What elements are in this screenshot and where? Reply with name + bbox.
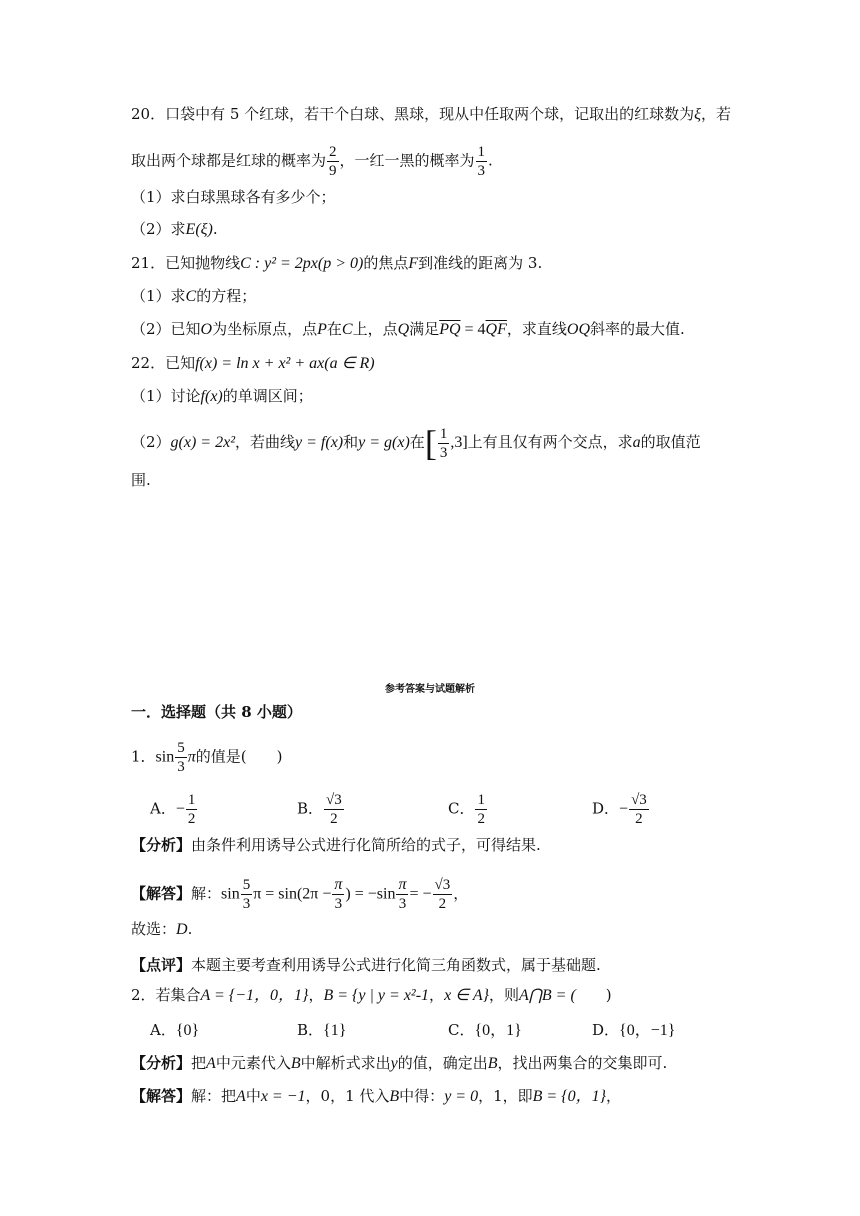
frac-num: 1 — [187, 792, 196, 808]
section-heading-text: 一．选择题（共 8 小题） — [131, 703, 302, 721]
frac-den: 3 — [177, 759, 185, 775]
point-Q: Q — [397, 321, 410, 338]
analysis-text3: 中解析式求出 — [300, 1054, 391, 1072]
fraction-5-3 — [241, 877, 253, 912]
frac-den: 9 — [329, 163, 337, 179]
point-O: O — [200, 321, 213, 338]
q21-part2-text3: 在 — [326, 320, 342, 338]
q21-part2-text: （2）已知 — [131, 320, 201, 338]
q22-part1-text: （1）讨论 — [131, 387, 201, 405]
fraction-sqrt3-2 — [433, 877, 453, 912]
function-g-formula: g(x) = 2x² — [170, 434, 235, 451]
q22-part2-text2: ，若曲线 — [235, 433, 296, 451]
q22-part2-text6: 的取值范 — [640, 433, 701, 451]
frac-num: π — [334, 876, 343, 893]
frac-den: 3 — [242, 896, 251, 912]
fraction-5-3 — [175, 740, 187, 775]
choice-letter: D — [176, 921, 188, 938]
q21-part1-text2: 的方程； — [196, 287, 257, 305]
frac-den: 2 — [477, 811, 485, 827]
frac-num: π — [398, 876, 407, 893]
expectation-formula: E(ξ) — [185, 221, 213, 238]
frac-den: 2 — [438, 896, 447, 912]
a2-analysis — [131, 1053, 667, 1074]
q21-text2: 的焦点 — [363, 254, 409, 272]
a1-stem — [131, 740, 282, 775]
frac-den: 2 — [330, 811, 338, 827]
fraction-pi-3 — [332, 877, 344, 912]
frac-num: √3 — [631, 792, 647, 808]
frac-num: 1 — [477, 792, 485, 808]
a2-paren: ) — [575, 986, 612, 1004]
option-fraction — [475, 792, 487, 827]
function-f-formula: f(x) = ln x + x² + ax(a ∈ R) — [195, 355, 375, 372]
frac-num: 5 — [242, 877, 251, 893]
q21-part2-text6: ，求直线 — [506, 320, 567, 338]
point-P: P — [317, 321, 327, 338]
q21-text: 21．已知抛物线 — [131, 254, 241, 272]
q21-part2 — [131, 319, 685, 340]
solution-text: 解：把 — [191, 1087, 237, 1105]
q20-xi: ξ — [694, 106, 702, 123]
q22-part1 — [131, 386, 313, 407]
frac-num: √3 — [326, 792, 342, 808]
choice-period: . — [187, 920, 193, 938]
var-B: B — [487, 1055, 498, 1072]
option-label: D． — [592, 799, 620, 818]
q20-text2: 取出两个球都是红球的概率为 — [131, 151, 327, 170]
q21-part2-text5: 满足 — [409, 320, 440, 338]
a2-option-d — [592, 1020, 675, 1041]
frac-den: 3 — [398, 896, 407, 912]
q21-part2-text2: 为坐标原点，点 — [212, 320, 318, 338]
analysis-text: 由条件利用诱导公式进行化简所给的式子，可得结果. — [191, 836, 541, 854]
q20-period: . — [488, 151, 493, 170]
frac-num: 5 — [177, 740, 185, 756]
a1-solution — [131, 877, 468, 912]
a2-option-a — [150, 1020, 199, 1041]
option-sign: − — [175, 800, 185, 818]
analysis-text4: 的值，确定出 — [397, 1054, 488, 1072]
sin-func: sin — [221, 885, 240, 903]
a1-stem-tail: 的值是( ) — [195, 747, 283, 766]
q21-part2-text4: 上，点 — [352, 320, 398, 338]
analysis-text5: ，找出两集合的交集即可. — [497, 1054, 668, 1072]
analysis-tag: 【分析】 — [131, 1054, 192, 1072]
frac-den: 3 — [334, 896, 343, 912]
curve-C: C — [341, 321, 353, 338]
q20-line2 — [131, 144, 493, 179]
solution-text5: ，1，即 — [478, 1087, 533, 1105]
curve-C: C — [185, 288, 197, 305]
solution-expr3: = − — [409, 885, 432, 903]
option-label: B． — [297, 799, 324, 818]
fraction-pi-3 — [396, 877, 408, 912]
frac-den: 3 — [439, 444, 448, 461]
option-text: {0，1} — [474, 1022, 522, 1039]
x-in-A: x ∈ A} — [444, 987, 489, 1004]
frac-den: 3 — [477, 163, 486, 179]
q22-part2-text4: 在 — [409, 433, 425, 451]
q21-part1 — [131, 286, 256, 307]
x-value: x = −1 — [260, 1088, 306, 1105]
frac-num: 1 — [477, 144, 486, 160]
frac-num: 1 — [439, 425, 448, 442]
a1-option-a — [150, 792, 198, 827]
var-A: A — [206, 1055, 216, 1072]
q22-part2-text5: 上有且仅有两个交点，求 — [467, 433, 633, 451]
set-A: A = {−1，0，1} — [200, 987, 309, 1004]
q22-text-end: 围. — [131, 471, 151, 489]
a2-stem — [131, 985, 612, 1006]
q20-part1 — [131, 187, 336, 207]
q22-part1-text2: 的单调区间； — [222, 387, 313, 405]
solution-end: ， — [606, 1087, 622, 1105]
frac-num: √3 — [434, 877, 451, 893]
a1-option-c — [448, 792, 488, 827]
a1-comment — [131, 955, 601, 975]
frac-den: 2 — [187, 811, 196, 827]
solution-tag: 【解答】 — [131, 884, 192, 903]
option-fraction — [186, 792, 198, 827]
frac-den: 2 — [635, 811, 643, 827]
y-value: y = 0 — [444, 1088, 479, 1105]
a2-sep: ， — [308, 986, 324, 1004]
frac-num: 2 — [329, 144, 337, 160]
solution-end: ， — [453, 884, 469, 903]
option-fraction — [324, 792, 344, 827]
a1-choice — [131, 919, 192, 940]
q22-line3 — [131, 470, 151, 490]
q22-line1 — [131, 353, 375, 374]
analysis-text2: 中元素代入 — [215, 1054, 291, 1072]
bracket-left: [ — [424, 423, 437, 463]
line-OQ: OQ — [566, 321, 590, 338]
option-text: {1} — [323, 1022, 347, 1039]
fraction-2-9 — [327, 144, 339, 179]
q20-part2-text: （2）求 — [131, 220, 186, 238]
a2-text2: ，则 — [488, 986, 519, 1004]
option-sign: − — [619, 800, 629, 818]
comment-tag: 【点评】 — [131, 956, 192, 974]
q22-part2-text: （2） — [131, 433, 171, 451]
q22-part2-text3: 和 — [343, 433, 359, 451]
vector-eq: = 4 — [460, 321, 486, 338]
analysis-tag: 【分析】 — [131, 836, 192, 854]
a1-analysis — [131, 835, 541, 855]
solution-text4: 中得： — [399, 1087, 445, 1105]
fraction-1-3 — [476, 144, 488, 179]
solution-tag: 【解答】 — [131, 1087, 192, 1105]
interval-right: ,3] — [450, 434, 468, 451]
q22-part2 — [131, 425, 701, 461]
variable-a: a — [632, 434, 641, 451]
answers-title: 参考答案与试题解析 — [385, 684, 475, 695]
set-B: B = {y | y = x²-1 — [323, 987, 430, 1004]
solution-expr2: ) = −sin — [345, 885, 396, 903]
option-label: A． — [150, 799, 176, 818]
curve-y-f: y = f(x) — [295, 434, 344, 451]
option-fraction — [629, 792, 649, 827]
a2-text: 2．若集合 — [131, 986, 201, 1004]
choice-text: 故选： — [131, 920, 177, 938]
a2-solution — [131, 1086, 621, 1107]
q20-text3: ，一红一黑的概率为 — [339, 151, 475, 170]
option-text: {0，−1} — [619, 1022, 676, 1039]
q20-part1-text: （1）求白球黑球各有多少个； — [131, 188, 336, 206]
parabola-formula: C : y² = 2px(p > 0) — [240, 255, 364, 272]
a2-option-b — [297, 1020, 346, 1041]
curve-y-g: y = g(x) — [358, 434, 410, 451]
q20-text-tail: ，若 — [701, 105, 732, 123]
section-heading — [131, 702, 302, 722]
a1-option-d — [592, 792, 650, 827]
solution-text3: ，0，1 代入 — [305, 1087, 390, 1105]
option-text: {0} — [175, 1022, 200, 1039]
option-label: C． — [448, 799, 475, 818]
q21-part1-text: （1）求 — [131, 287, 186, 305]
option-label: A． — [150, 1021, 176, 1039]
set-B-result: B = {0，1} — [532, 1088, 607, 1105]
fraction-1-3 — [438, 426, 450, 461]
analysis-text: 把 — [191, 1054, 207, 1072]
function-f: f(x) — [200, 388, 223, 405]
q20-part2-period: . — [212, 220, 218, 238]
comment-text: 本题主要考查利用诱导公式进行化简三角函数式，属于基础题. — [191, 956, 601, 974]
intersection: A⋂B = ( — [519, 987, 576, 1004]
a2-option-c — [448, 1020, 522, 1041]
var-A: A — [236, 1088, 246, 1105]
solution-expr1: π = sin(2π − — [253, 885, 332, 903]
option-label: D． — [592, 1021, 620, 1039]
q21-line1 — [131, 253, 542, 274]
q22-text: 22．已知 — [131, 354, 196, 372]
q20-text: 20．口袋中有 5 个红球，若干个白球、黑球，现从中任取两个球，记取出的红球数为 — [131, 105, 695, 123]
sin-func: sin — [155, 748, 175, 766]
option-label: C． — [448, 1021, 475, 1039]
q20-line1 — [131, 104, 731, 125]
q21-part2-text7: 斜率的最大值. — [590, 320, 685, 338]
solution-text: 解： — [191, 884, 222, 903]
a1-option-b — [297, 792, 345, 827]
a2-sep2: ， — [429, 986, 445, 1004]
q21-text3: 到准线的距离为 3. — [418, 254, 543, 272]
focus-F: F — [408, 255, 419, 272]
option-label: B． — [297, 1021, 324, 1039]
vector-QF: $\overline{QF}$ — [485, 321, 507, 338]
vector-PQ: $\overline{PQ}$ — [439, 321, 461, 338]
pi-symbol: π — [187, 748, 196, 766]
a1-number: 1． — [131, 747, 156, 766]
var-y: y — [390, 1055, 398, 1072]
solution-text2: 中 — [245, 1087, 261, 1105]
q20-part2 — [131, 219, 218, 240]
var-B: B — [389, 1088, 400, 1105]
var-B: B — [290, 1055, 301, 1072]
